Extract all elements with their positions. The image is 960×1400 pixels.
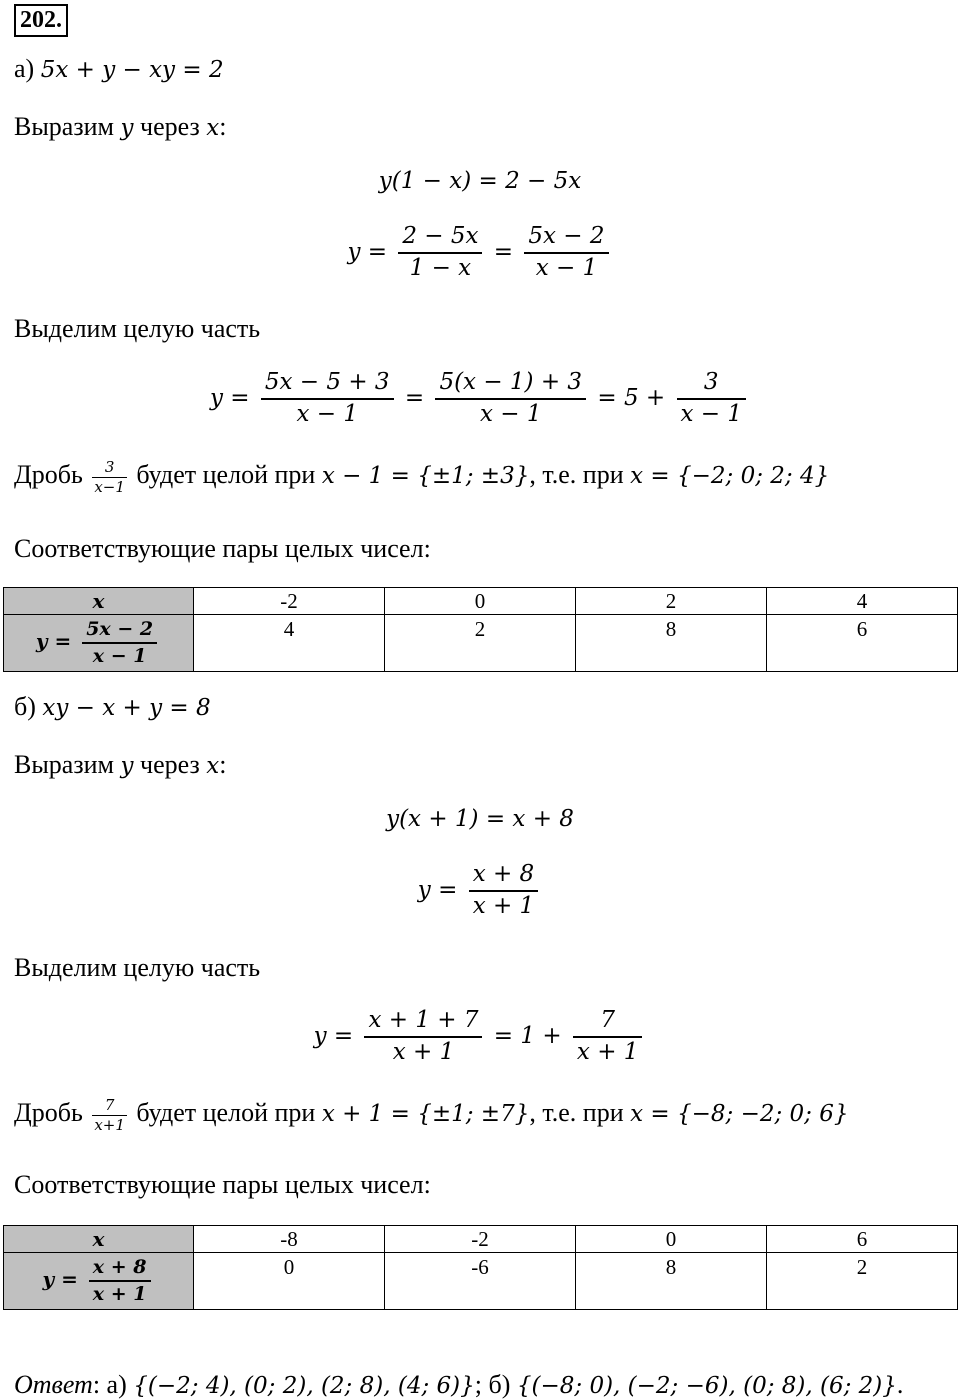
part-a-equation: 5x + y − xy = 2 [40,57,224,83]
answer-a-value: {(−2; 4), (0; 2), (2; 8), (4; 6)} [133,1373,475,1399]
express-text: Выразим [14,112,114,141]
eq-sign: = 5 + [597,384,666,411]
frac-num: 2 − 5x [398,222,482,254]
part-b-eq2 [0,860,960,922]
fraction [524,222,608,284]
table-cell: 6 [767,615,958,672]
result-formula: x = {−2; 0; 2; 4} [630,463,830,490]
fraction [573,1006,643,1068]
eq-lhs: y = [417,876,458,903]
var-y: y [120,115,134,141]
table-cell: -2 [194,588,385,615]
part-a-pairs-text: Соответствующие пары целых чисел: [14,534,431,563]
ie-text: , т.е. при [529,1098,624,1128]
table-cell: -6 [385,1253,576,1310]
table-cell: 8 [576,1253,767,1310]
part-b-pairs-text: Соответствующие пары целых чисел: [14,1170,431,1199]
frac-den: x−1 [94,477,125,496]
frac-num: 3 [677,368,747,400]
through-text: через [140,750,200,779]
part-a-fraction-line [14,458,829,497]
var-x: x [206,115,220,141]
fraction [469,860,539,922]
table-cell: -2 [385,1226,576,1253]
table-row [4,1253,958,1310]
part-b-table [3,1225,958,1310]
part-a-express-line [14,114,226,140]
frac-num: 5(x − 1) + 3 [435,368,586,400]
frac-den: x − 1 [680,400,742,427]
part-b-equation: xy − x + y = 8 [42,695,211,721]
answer-line [14,1372,903,1398]
var-x: x [206,753,220,779]
frac-num: 5x − 2 [524,222,608,254]
fraction-word: Дробь [14,460,83,490]
fraction [435,368,586,430]
frac-num: 5x − 2 [82,617,157,644]
frac-num: x + 1 + 7 [364,1006,482,1038]
frac-num: 3 [92,458,127,478]
y-header-lhs: y = [35,629,72,654]
colon: : [219,750,227,779]
fraction [398,222,482,284]
fraction [261,368,394,430]
frac-num: x + 8 [89,1255,151,1282]
colon: : [92,1370,101,1399]
answer-a-label: а) [106,1370,127,1399]
frac-num: x + 8 [469,860,539,892]
table-row [4,615,958,672]
part-b-whole-part: Выделим целую часть [14,953,261,982]
frac-den: x+1 [94,1115,125,1134]
table-cell: 4 [767,588,958,615]
fraction-word: Дробь [14,1098,83,1128]
fraction [82,617,157,668]
fraction [677,368,747,430]
part-a-eq3 [0,368,960,430]
table-cell: 2 [385,615,576,672]
frac-num: 7 [92,1096,127,1116]
y-header [4,1253,194,1310]
eq-sign: = [493,238,514,265]
eq-sign: = [404,384,425,411]
frac-den: x − 1 [535,254,598,281]
frac-den: x + 1 [92,1282,147,1305]
answer-label: Ответ [14,1370,93,1399]
frac-den: x − 1 [296,400,358,427]
fraction [89,1255,151,1306]
condition-formula: x + 1 = {±1; ±7} [321,1101,530,1128]
frac-num: 5x − 5 + 3 [261,368,394,400]
frac-den: x + 1 [392,1038,455,1065]
part-b-statement [14,694,211,720]
answer-b-label: б) [488,1370,511,1399]
table-cell: 0 [194,1253,385,1310]
part-b-label: б) [14,692,36,721]
answer-b-value: {(−8; 0), (−2; −6), (0; 8), (6; 2)} [516,1373,897,1399]
part-a-table [3,587,958,672]
table-cell: -8 [194,1226,385,1253]
frac-den: x + 1 [472,892,535,919]
eq-lhs: y = [209,384,250,411]
part-a-eq2 [0,222,960,284]
table-cell: 2 [576,588,767,615]
condition-text: будет целой при [136,460,316,490]
table-cell: 8 [576,615,767,672]
table-cell: 4 [194,615,385,672]
separator: ; [474,1370,482,1399]
problem-number: 202. [14,4,68,37]
x-header: x [4,1226,194,1253]
table-row [4,1226,958,1253]
part-b-eq1: y(x + 1) = x + 8 [386,806,574,832]
condition-text: будет целой при [136,1098,316,1128]
table-cell: 0 [576,1226,767,1253]
fraction [364,1006,482,1068]
ie-text: , т.е. при [529,460,624,490]
x-header: x [4,588,194,615]
colon: : [219,112,227,141]
condition-formula: x − 1 = {±1; ±3} [321,463,530,490]
frac-den: 1 − x [409,254,472,281]
part-a-statement [14,56,224,82]
part-a-whole-part: Выделим целую часть [14,314,261,343]
frac-den: x + 1 [576,1038,639,1065]
part-b-fraction-line [14,1096,849,1135]
small-fraction [92,1096,127,1135]
part-b-express-line [14,752,226,778]
eq-lhs: y = [347,238,388,265]
part-b-eq3 [0,1006,960,1068]
frac-den: x − 1 [92,644,147,667]
through-text: через [140,112,200,141]
small-fraction [92,458,127,497]
part-a-eq1: y(1 − x) = 2 − 5x [378,168,582,194]
table-cell: 6 [767,1226,958,1253]
y-header [4,615,194,672]
y-header-lhs: y = [42,1267,78,1292]
part-a-label: а) [14,54,35,83]
table-cell: 2 [767,1253,958,1310]
table-row [4,588,958,615]
var-y: y [120,753,134,779]
period: . [896,1370,904,1399]
table-cell: 0 [385,588,576,615]
express-text: Выразим [14,750,114,779]
eq-sign: = 1 + [493,1022,562,1049]
frac-num: 7 [573,1006,643,1038]
eq-lhs: y = [313,1022,354,1049]
frac-den: x − 1 [480,400,542,427]
result-formula: x = {−8; −2; 0; 6} [630,1101,849,1128]
